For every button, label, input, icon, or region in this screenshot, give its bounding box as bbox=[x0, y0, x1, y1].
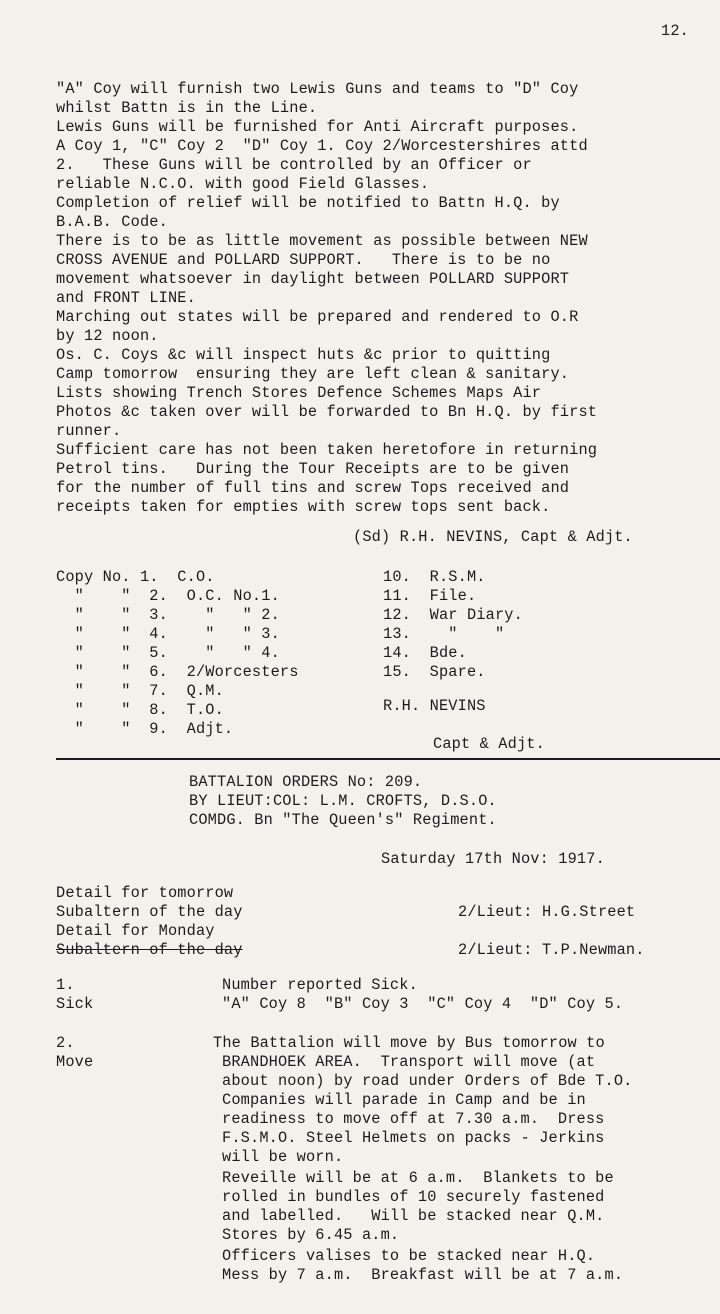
body-line: runner. bbox=[56, 422, 122, 440]
distribution-entry: " " 4. " " 3. bbox=[56, 625, 280, 643]
body-line: for the number of full tins and screw Tops received and bbox=[56, 479, 570, 497]
body-line: Lewis Guns will be furnished for Anti Aircraft purposes. bbox=[56, 118, 579, 136]
section-line: Companies will parade in Camp and be in bbox=[222, 1091, 586, 1109]
orders-date: Saturday 17th Nov: 1917. bbox=[381, 850, 605, 868]
body-line: receipts taken for empties with screw tops sent back. bbox=[56, 498, 551, 516]
signature-name: R.H. NEVINS bbox=[383, 697, 486, 715]
detail-officer: 2/Lieut: T.P.Newman. bbox=[458, 941, 645, 959]
detail-label: Subaltern of the day bbox=[56, 941, 243, 959]
body-line: "A" Coy will furnish two Lewis Guns and teams to "D" Coy bbox=[56, 80, 579, 98]
section-heading: Move bbox=[56, 1053, 94, 1071]
distribution-entry: " " 9. Adjt. bbox=[56, 720, 234, 738]
body-line: Lists showing Trench Stores Defence Schemes Maps Air bbox=[56, 384, 542, 402]
body-line: Photos &c taken over will be forwarded to Bn H.Q. by first bbox=[56, 403, 598, 421]
section-number: 2. bbox=[56, 1034, 75, 1052]
body-line: by 12 noon. bbox=[56, 327, 159, 345]
distribution-entry: 10. R.S.M. bbox=[383, 568, 486, 586]
distribution-entry: " " 8. T.O. bbox=[56, 701, 224, 719]
signature-title: Capt & Adjt. bbox=[433, 735, 545, 753]
section-line: readiness to move off at 7.30 a.m. Dress bbox=[222, 1110, 605, 1128]
section-line: F.S.M.O. Steel Helmets on packs - Jerkins bbox=[222, 1129, 605, 1147]
body-line: and FRONT LINE. bbox=[56, 289, 196, 307]
section-line: Officers valises to be stacked near H.Q. bbox=[222, 1247, 596, 1265]
body-line: whilst Battn is in the Line. bbox=[56, 99, 318, 117]
section-line: Reveille will be at 6 a.m. Blankets to be bbox=[222, 1169, 614, 1187]
orders-header-line: BATTALION ORDERS No: 209. bbox=[189, 773, 423, 791]
section-divider bbox=[56, 758, 720, 760]
section-line: BRANDHOEK AREA. Transport will move (at bbox=[222, 1053, 596, 1071]
detail-label: Detail for Monday bbox=[56, 922, 215, 940]
section-line: rolled in bundles of 10 securely fastened bbox=[222, 1188, 605, 1206]
body-line: A Coy 1, "C" Coy 2 "D" Coy 1. Coy 2/Worcestershires attd bbox=[56, 137, 588, 155]
distribution-entry: " " 2. O.C. No.1. bbox=[56, 587, 280, 605]
orders-header-line: BY LIEUT:COL: L.M. CROFTS, D.S.O. bbox=[189, 792, 497, 810]
body-line: Os. C. Coys &c will inspect huts &c prior to quitting bbox=[56, 346, 551, 364]
distribution-entry: " " 6. 2/Worcesters bbox=[56, 663, 299, 681]
distribution-entry: " " 7. Q.M. bbox=[56, 682, 224, 700]
orders-header-line: COMDG. Bn "The Queen's" Regiment. bbox=[189, 811, 497, 829]
detail-officer: 2/Lieut: H.G.Street bbox=[458, 903, 636, 921]
detail-label: Subaltern of the day bbox=[56, 903, 243, 921]
section-line: Mess by 7 a.m. Breakfast will be at 7 a.m. bbox=[222, 1266, 624, 1284]
distribution-entry: " " 3. " " 2. bbox=[56, 606, 280, 624]
section-line: Stores by 6.45 a.m. bbox=[222, 1226, 400, 1244]
body-line: movement whatsoever in daylight between POLLARD SUPPORT bbox=[56, 270, 570, 288]
distribution-entry: " " 5. " " 4. bbox=[56, 644, 280, 662]
distribution-entry: 11. File. bbox=[383, 587, 477, 605]
distribution-entry: Copy No. 1. C.O. bbox=[56, 568, 215, 586]
section-line: The Battalion will move by Bus tomorrow to bbox=[213, 1034, 605, 1052]
section-line: will be worn. bbox=[222, 1148, 344, 1166]
page-number: 12. bbox=[661, 22, 689, 40]
body-line: CROSS AVENUE and POLLARD SUPPORT. There is to be no bbox=[56, 251, 551, 269]
distribution-entry: 12. War Diary. bbox=[383, 606, 523, 624]
section-line: Number reported Sick. bbox=[222, 976, 418, 994]
section-number: 1. bbox=[56, 976, 75, 994]
body-line: Camp tomorrow ensuring they are left clean & sanitary. bbox=[56, 365, 570, 383]
section-heading: Sick bbox=[56, 995, 94, 1013]
section-line: "A" Coy 8 "B" Coy 3 "C" Coy 4 "D" Coy 5. bbox=[222, 995, 624, 1013]
signature-line: (Sd) R.H. NEVINS, Capt & Adjt. bbox=[353, 528, 633, 546]
detail-label: Detail for tomorrow bbox=[56, 884, 234, 902]
body-line: There is to be as little movement as possible between NEW bbox=[56, 232, 588, 250]
distribution-entry: 14. Bde. bbox=[383, 644, 467, 662]
body-line: 2. These Guns will be controlled by an Officer or bbox=[56, 156, 532, 174]
body-line: Completion of relief will be notified to Battn H.Q. by bbox=[56, 194, 560, 212]
body-line: Marching out states will be prepared and rendered to O.R bbox=[56, 308, 579, 326]
body-line: Sufficient care has not been taken heretofore in returning bbox=[56, 441, 598, 459]
body-line: Petrol tins. During the Tour Receipts are to be given bbox=[56, 460, 570, 478]
distribution-entry: 13. " " bbox=[383, 625, 505, 643]
distribution-entry: 15. Spare. bbox=[383, 663, 486, 681]
section-line: about noon) by road under Orders of Bde T.O. bbox=[222, 1072, 633, 1090]
body-line: reliable N.C.O. with good Field Glasses. bbox=[56, 175, 430, 193]
section-line: and labelled. Will be stacked near Q.M. bbox=[222, 1207, 605, 1225]
body-line: B.A.B. Code. bbox=[56, 213, 168, 231]
